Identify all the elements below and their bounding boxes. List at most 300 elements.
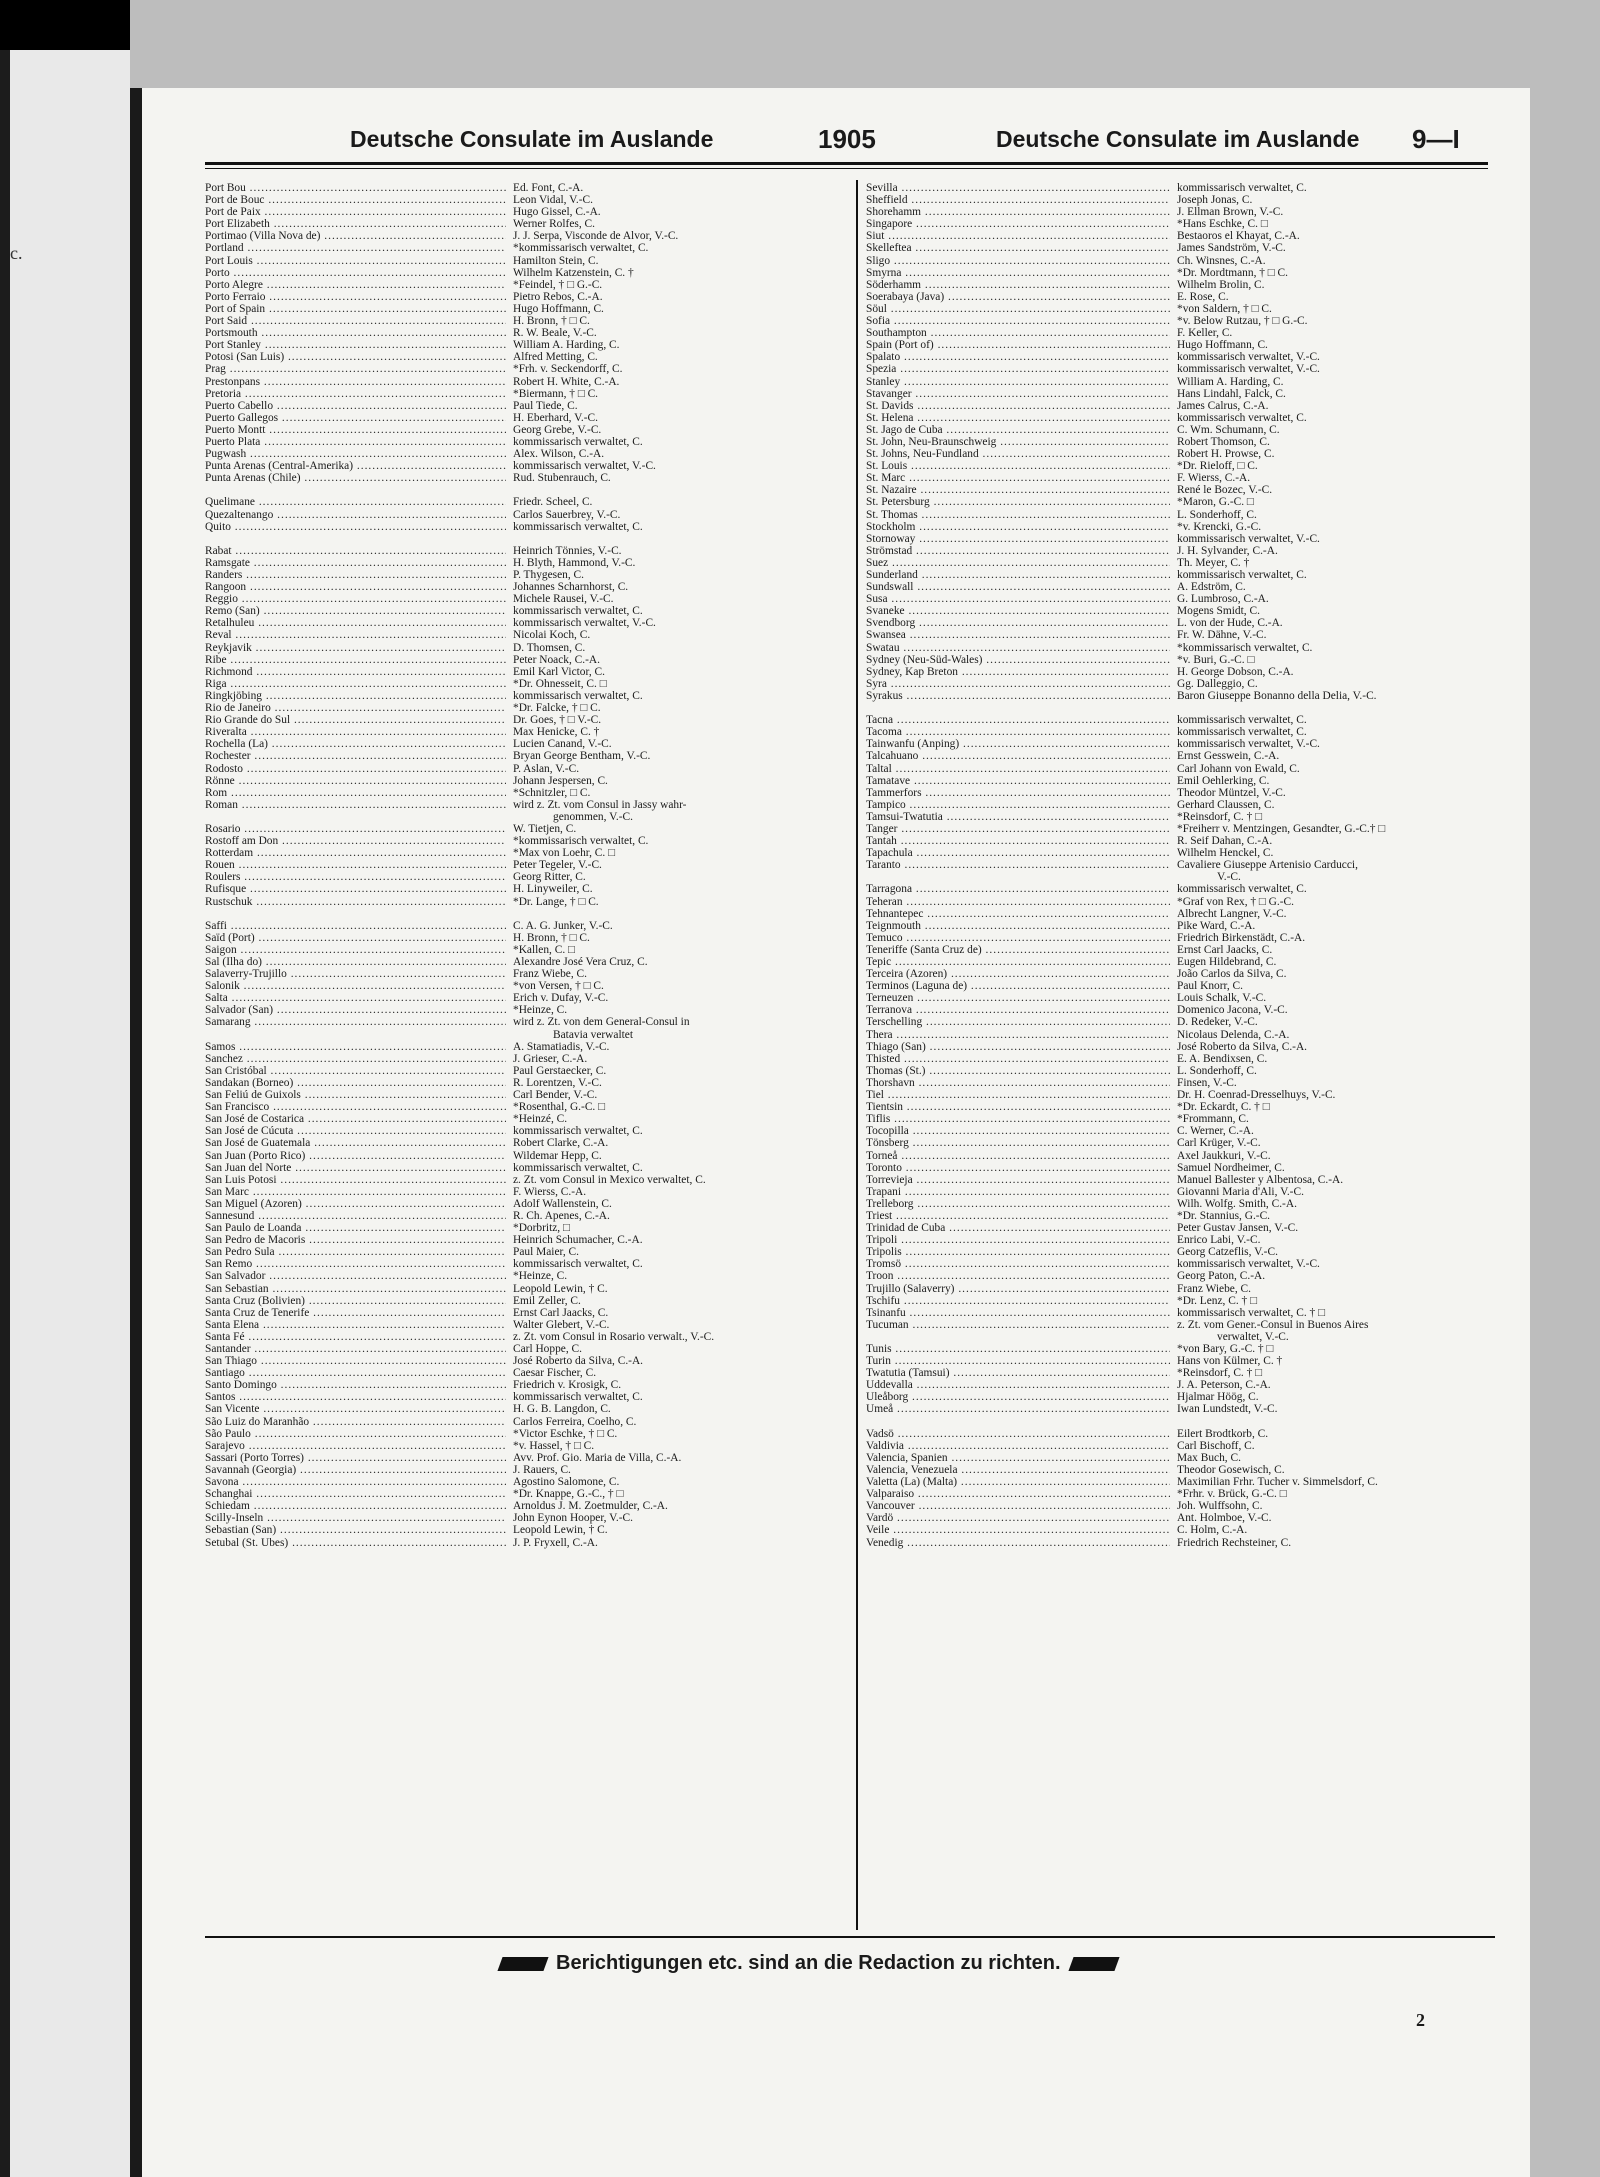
place-name: Rustschuk ..... (205, 896, 506, 908)
place-name: Tocopilla ..... (866, 1125, 1170, 1137)
consul-name: Michele Rausei, V.-C. (510, 593, 614, 605)
place-name: Setubal (St. Ubes) ..... (205, 1537, 506, 1549)
consulate-entry (205, 1355, 845, 1367)
consulate-entry (866, 1198, 1490, 1210)
consulate-entry (205, 980, 845, 992)
consul-name: James Calrus, C.-A. (1174, 400, 1268, 412)
consul-name: Georg Catzeflis, V.-C. (1174, 1246, 1278, 1258)
consul-name: Rud. Stubenrauch, C. (510, 472, 611, 484)
consul-name: kommissarisch verwaltet, V.-C. (510, 460, 656, 472)
place-name: Port de Bouc ..... (205, 194, 506, 206)
consulate-entry (205, 509, 845, 521)
consulate-entry (866, 521, 1490, 533)
consul-name: Samuel Nordheimer, C. (1174, 1162, 1285, 1174)
place-name: Potosi (San Luis) ..... (205, 351, 506, 363)
consulate-entry (205, 1319, 845, 1331)
consulate-entry (866, 835, 1490, 847)
consulate-entry (866, 267, 1490, 279)
consul-name: Hans Lindahl, Falck, C. (1174, 388, 1286, 400)
consulate-entry (205, 218, 845, 230)
consul-name: Wilhelm Brolin, C. (1174, 279, 1265, 291)
consulate-entry (205, 1452, 845, 1464)
consul-name: Finsen, V.-C. (1174, 1077, 1237, 1089)
consul-name: Carl Bender, V.-C. (510, 1089, 597, 1101)
place-name: Rochella (La) ..... (205, 738, 506, 750)
place-name: Triest ..... (866, 1210, 1170, 1222)
consul-name: P. Thygesen, C. (510, 569, 584, 581)
consul-name: Arnoldus J. M. Zoetmulder, C.-A. (510, 1500, 668, 1512)
consul-name: kommissarisch verwaltet, C. (510, 436, 643, 448)
consulate-entry (205, 1041, 845, 1053)
consul-name: Theodor Gosewisch, C. (1174, 1464, 1285, 1476)
consulate-entry (205, 339, 845, 351)
consulate-entry (866, 1222, 1490, 1234)
consul-name: C. Holm, C.-A. (1174, 1524, 1247, 1536)
consulate-entry (866, 1258, 1490, 1270)
place-name: Thisted ..... (866, 1053, 1170, 1065)
place-name: Quezaltenango ..... (205, 509, 506, 521)
consul-name: Avv. Prof. Gio. Maria de Villa, C.-A. (510, 1452, 681, 1464)
consulate-entry (866, 1053, 1490, 1065)
consulate-entry (866, 702, 1490, 714)
place-name: Svendborg ..... (866, 617, 1170, 629)
place-name: Ribe ..... (205, 654, 506, 666)
place-name: Schanghai ..... (205, 1488, 506, 1500)
consul-name: Emil Zeller, C. (510, 1295, 581, 1307)
place-name: Riga ..... (205, 678, 506, 690)
place-name: Pugwash ..... (205, 448, 506, 460)
consulate-entry (866, 436, 1490, 448)
consulate-entry (205, 666, 845, 678)
place-name: Stornoway ..... (866, 533, 1170, 545)
place-name: Rufisque ..... (205, 883, 506, 895)
consulate-entry (866, 1500, 1490, 1512)
place-name: Syra ..... (866, 678, 1170, 690)
place-name: Stavanger ..... (866, 388, 1170, 400)
place-name: San Salvador ..... (205, 1270, 506, 1282)
place-name: Trinidad de Cuba ..... (866, 1222, 1170, 1234)
place-name: Umeå ..... (866, 1403, 1170, 1415)
place-name: Rotterdam ..... (205, 847, 506, 859)
consul-name: H. Bronn, † □ C. (510, 315, 590, 327)
place-name: Tampico ..... (866, 799, 1170, 811)
consulate-entry (866, 509, 1490, 521)
place-name: Puerto Cabello ..... (205, 400, 506, 412)
place-name: Quelimane ..... (205, 496, 506, 508)
consulate-entry (205, 242, 845, 254)
consulate-entry (866, 1016, 1490, 1028)
consulate-entry (866, 980, 1490, 992)
consul-name: Dr. H. Coenrad-Dresselhuys, V.-C. (1174, 1089, 1335, 1101)
consulate-entry (205, 605, 845, 617)
consul-name: *Dr. Rieloff, □ C. (1174, 460, 1258, 472)
consul-name: F. Wierss, C.-A. (1174, 472, 1250, 484)
consulate-entry (866, 690, 1490, 702)
place-name: Quito ..... (205, 521, 506, 533)
consul-name: Wilhelm Henckel, C. (1174, 847, 1273, 859)
consul-name: J. J. Serpa, Visconde de Alvor, V.-C. (510, 230, 678, 242)
consul-name: *Feindel, † □ G.-C. (510, 279, 602, 291)
place-name: Smyrna ..... (866, 267, 1170, 279)
right-running-title: Deutsche Consulate im Auslande (996, 126, 1360, 152)
place-name: Santa Cruz (Bolivien) ..... (205, 1295, 506, 1307)
consulate-entry (866, 1452, 1490, 1464)
consulate-entry (866, 1113, 1490, 1125)
consulate-entry (205, 484, 845, 496)
header-rule-thick (205, 162, 1488, 165)
place-name: Teneriffe (Santa Cruz de) ..... (866, 944, 1170, 956)
consul-name: Carlos Ferreira, Coelho, C. (510, 1416, 636, 1428)
place-name: Portsmouth ..... (205, 327, 506, 339)
place-name: Santa Fé ..... (205, 1331, 506, 1343)
consul-name: Johannes Scharnhorst, C. (510, 581, 628, 593)
consul-name: Max Buch, C. (1174, 1452, 1241, 1464)
consulate-entry (205, 436, 845, 448)
consul-name: Georg Grebe, V.-C. (510, 424, 601, 436)
consulate-entry (205, 1077, 845, 1089)
consul-name: Carl Krüger, V.-C. (1174, 1137, 1261, 1149)
consul-name: D. Redeker, V.-C. (1174, 1016, 1258, 1028)
consul-name: *Biermann, † □ C. (510, 388, 598, 400)
place-name: Torrevieja ..... (866, 1174, 1170, 1186)
place-name: San Feliú de Guixols ..... (205, 1089, 506, 1101)
place-name: San Pedro de Macoris ..... (205, 1234, 506, 1246)
page-number: 2 (1416, 2010, 1425, 2030)
scan-border (0, 50, 10, 2177)
place-name: Vadsö ..... (866, 1428, 1170, 1440)
consul-name: *Hans Eschke, C. □ (1174, 218, 1268, 230)
place-name: St. Helena ..... (866, 412, 1170, 424)
consulate-entry (205, 1416, 845, 1428)
consul-name: *Kallen, C. □ (510, 944, 575, 956)
place-name: Skelleftea ..... (866, 242, 1170, 254)
consulate-entry (866, 363, 1490, 375)
place-name: San Juan (Porto Rico) ..... (205, 1150, 506, 1162)
consulate-entry (205, 1488, 845, 1500)
consulate-entry (205, 545, 845, 557)
consul-name: *Frhr. v. Brück, G.-C. □ (1174, 1488, 1287, 1500)
place-name: Port Said ..... (205, 315, 506, 327)
consul-name: Pike Ward, C.-A. (1174, 920, 1255, 932)
consul-name: J. Ellman Brown, V.-C. (1174, 206, 1283, 218)
place-name: Sevilla ..... (866, 182, 1170, 194)
consul-name: A. Stamatiadis, V.-C. (510, 1041, 609, 1053)
consul-name: Dr. Goes, † □ V.-C. (510, 714, 601, 726)
place-name: Tacoma ..... (866, 726, 1170, 738)
consulate-entry (205, 1029, 845, 1041)
consulate-entry (866, 629, 1490, 641)
consulate-entry (205, 448, 845, 460)
consul-name: Hamilton Stein, C. (510, 255, 598, 267)
consul-name: wird z. Zt. vom Consul in Jassy wahr- (510, 799, 686, 811)
consulate-entry (205, 1150, 845, 1162)
consul-name: Eilert Brodtkorb, C. (1174, 1428, 1268, 1440)
consulate-entry (866, 569, 1490, 581)
consulate-entry (866, 1101, 1490, 1113)
consul-name: Enrico Labi, V.-C. (1174, 1234, 1260, 1246)
consul-name: R. Ch. Apenes, C.-A. (510, 1210, 610, 1222)
consulate-entry (866, 1029, 1490, 1041)
place-name: Sandakan (Borneo) ..... (205, 1077, 506, 1089)
place-name: Salvador (San) ..... (205, 1004, 506, 1016)
place-name: Söderhamm ..... (866, 279, 1170, 291)
consulate-entry (866, 1343, 1490, 1355)
consul-name: Eugen Hildebrand, C. (1174, 956, 1276, 968)
consulate-entry (205, 569, 845, 581)
consulate-entry (866, 726, 1490, 738)
place-name: Puerto Gallegos ..... (205, 412, 506, 424)
consul-name: *von Versen, † □ C. (510, 980, 604, 992)
consul-name: Adolf Wallenstein, C. (510, 1198, 612, 1210)
previous-page-edge (0, 0, 130, 2177)
place-name: Rio de Janeiro ..... (205, 702, 506, 714)
consulate-entry (205, 956, 845, 968)
consul-name: H. George Dobson, C.-A. (1174, 666, 1294, 678)
place-name: Terminos (Laguna de) ..... (866, 980, 1170, 992)
place-name: Saffi ..... (205, 920, 506, 932)
place-name: Santos ..... (205, 1391, 506, 1403)
consulate-entry (866, 1004, 1490, 1016)
place-name: Prag ..... (205, 363, 506, 375)
consul-name: R. Seif Dahan, C.-A. (1174, 835, 1272, 847)
consul-name: C. Wm. Schumann, C. (1174, 424, 1280, 436)
consulate-entry (866, 206, 1490, 218)
place-name: Porto Ferraio ..... (205, 291, 506, 303)
place-name: Richmond ..... (205, 666, 506, 678)
place-name: Valencia, Spanien ..... (866, 1452, 1170, 1464)
consul-name: *Frommann, C. (1174, 1113, 1249, 1125)
place-name: Suez ..... (866, 557, 1170, 569)
place-name: Roman ..... (205, 799, 506, 811)
consulate-entry (205, 1295, 845, 1307)
consulate-entry (866, 617, 1490, 629)
consulate-entry (866, 400, 1490, 412)
consul-name: Caesar Fischer, C. (510, 1367, 596, 1379)
place-name: Strömstad ..... (866, 545, 1170, 557)
place-name: San José de Costarica ..... (205, 1113, 506, 1125)
consulate-entry (866, 376, 1490, 388)
consulate-entry (866, 1391, 1490, 1403)
consul-name: Georg Paton, C.-A. (1174, 1270, 1265, 1282)
consulate-entry (866, 472, 1490, 484)
consul-name: Batavia verwaltet (550, 1029, 633, 1041)
consulate-entry (866, 545, 1490, 557)
consulate-entry (866, 1125, 1490, 1137)
consulate-entry (866, 605, 1490, 617)
consul-name: genommen, V.-C. (550, 811, 633, 823)
consul-name: Axel Jaukkuri, V.-C. (1174, 1150, 1271, 1162)
place-name: San Marc ..... (205, 1186, 506, 1198)
place-name: Port Elizabeth ..... (205, 218, 506, 230)
consul-name: Leopold Lewin, † C. (510, 1283, 608, 1295)
consulate-entry (866, 1065, 1490, 1077)
consul-name: verwaltet, V.-C. (1214, 1331, 1289, 1343)
consulate-entry (205, 1004, 845, 1016)
consulate-entry (866, 484, 1490, 496)
consul-name: Emil Oehlerking, C. (1174, 775, 1269, 787)
place-name: Punta Arenas (Central-Amerika) ..... (205, 460, 506, 472)
consulate-entry (866, 1077, 1490, 1089)
column-divider (856, 180, 858, 1930)
consul-name: Hugo Hoffmann, C. (1174, 339, 1268, 351)
consulate-entry (205, 1210, 845, 1222)
consulate-entry (205, 206, 845, 218)
consul-name: Johann Jespersen, C. (510, 775, 608, 787)
consul-name: Bestaoros el Khayat, C.-A. (1174, 230, 1300, 242)
consulate-entry (866, 218, 1490, 230)
place-name: Port de Paix ..... (205, 206, 506, 218)
consulate-entry (205, 303, 845, 315)
consul-name: Friedrich v. Krosigk, C. (510, 1379, 621, 1391)
place-name: Scilly-Inseln ..... (205, 1512, 506, 1524)
consul-name: Carlos Sauerbrey, V.-C. (510, 509, 620, 521)
place-name: St. Thomas ..... (866, 509, 1170, 521)
footer-notice-text: Berichtigungen etc. sind an die Redaction zu richten. (556, 1952, 1061, 1974)
place-name: Twatutia (Tamsui) ..... (866, 1367, 1170, 1379)
consulate-entry (205, 279, 845, 291)
place-name: Valdivia ..... (866, 1440, 1170, 1452)
place-name: Tarragona ..... (866, 883, 1170, 895)
place-name: Spezia ..... (866, 363, 1170, 375)
consul-name: J. H. Sylvander, C.-A. (1174, 545, 1278, 557)
footer-rule (205, 1936, 1495, 1938)
header-rule-thin (205, 168, 1488, 169)
consul-name: L. Sonderhoff, C. (1174, 509, 1257, 521)
consulate-entry (866, 1186, 1490, 1198)
consulate-entry (205, 533, 845, 545)
place-name: San Cristóbal ..... (205, 1065, 506, 1077)
consul-name: kommissarisch verwaltet, C. (510, 521, 643, 533)
consul-name: R. Lorentzen, V.-C. (510, 1077, 602, 1089)
consul-name: C. A. G. Junker, V.-C. (510, 920, 613, 932)
consulate-entry (205, 1174, 845, 1186)
consulate-entry (866, 1307, 1490, 1319)
consulate-entry (205, 738, 845, 750)
place-name: Soerabaya (Java) ..... (866, 291, 1170, 303)
consulate-entry (205, 291, 845, 303)
consulate-entry (866, 1331, 1490, 1343)
consul-name: H. Bronn, † □ C. (510, 932, 590, 944)
consulate-entry (866, 1524, 1490, 1536)
consulate-entry (866, 339, 1490, 351)
page-spine (130, 88, 142, 2177)
consulate-entry (866, 859, 1490, 871)
place-name: Tromsö ..... (866, 1258, 1170, 1270)
place-name: St. Nazaire ..... (866, 484, 1170, 496)
consulate-entry (205, 1524, 845, 1536)
consulate-entry (205, 714, 845, 726)
consulate-entry (866, 956, 1490, 968)
place-name: Port of Spain ..... (205, 303, 506, 315)
consulate-entry (205, 1053, 845, 1065)
consul-name: Joh. Wulffsohn, C. (1174, 1500, 1263, 1512)
consul-name: Albrecht Langner, V.-C. (1174, 908, 1287, 920)
consul-name: V.-C. (1214, 871, 1241, 883)
place-name: Port Stanley ..... (205, 339, 506, 351)
consul-name: Paul Knorr, C. (1174, 980, 1243, 992)
consulate-entry (205, 315, 845, 327)
consul-name: *Maron, G.-C. □ (1174, 496, 1254, 508)
consulate-entry (205, 1283, 845, 1295)
consul-name: Friedrich Birkenstädt, C.-A. (1174, 932, 1305, 944)
consulate-entry (866, 920, 1490, 932)
place-name: Roulers ..... (205, 871, 506, 883)
place-name: Santa Cruz de Tenerife ..... (205, 1307, 506, 1319)
place-name: Terranova ..... (866, 1004, 1170, 1016)
place-name: San Remo ..... (205, 1258, 506, 1270)
consulate-entry (205, 1500, 845, 1512)
consulate-entry (866, 194, 1490, 206)
place-name: Sassari (Porto Torres) ..... (205, 1452, 506, 1464)
consulate-entry (866, 1319, 1490, 1331)
place-name: Sligo ..... (866, 255, 1170, 267)
place-name: Toronto ..... (866, 1162, 1170, 1174)
place-name: St. John, Neu-Braunschweig ..... (866, 436, 1170, 448)
place-name: Temuco ..... (866, 932, 1170, 944)
place-name: Uleåborg ..... (866, 1391, 1170, 1403)
consul-name: J. P. Fryxell, C.-A. (510, 1537, 598, 1549)
consul-name: *Dr. Ohnesseit, C. □ (510, 678, 607, 690)
consulate-entry (205, 1512, 845, 1524)
consulate-entry (205, 1379, 845, 1391)
consulate-entry (205, 327, 845, 339)
place-name: San Thiago ..... (205, 1355, 506, 1367)
consul-name: H. G. B. Langdon, C. (510, 1403, 611, 1415)
place-name: Tamatave ..... (866, 775, 1170, 787)
consul-name: Ed. Font, C.-A. (510, 182, 583, 194)
consulate-entry (866, 799, 1490, 811)
place-name: San José de Guatemala ..... (205, 1137, 506, 1149)
place-name: Thorshavn ..... (866, 1077, 1170, 1089)
place-name: Teignmouth ..... (866, 920, 1170, 932)
consul-name: John Eynon Hooper, V.-C. (510, 1512, 633, 1524)
consulate-entry (205, 944, 845, 956)
consulate-entry (205, 1537, 845, 1549)
place-name: Sannesund ..... (205, 1210, 506, 1222)
consulate-entry (866, 1488, 1490, 1500)
consul-name: Hugo Gissel, C.-A. (510, 206, 601, 218)
consulate-entry (205, 593, 845, 605)
left-running-title: Deutsche Consulate im Auslande (350, 126, 714, 152)
place-name: Pretoria ..... (205, 388, 506, 400)
consul-name: kommissarisch verwaltet, V.-C. (1174, 738, 1320, 750)
place-name: Rom ..... (205, 787, 506, 799)
consulate-entry (205, 521, 845, 533)
place-name: Sheffield ..... (866, 194, 1170, 206)
consul-name: *Schnitzler, □ C. (510, 787, 590, 799)
consulate-entry (866, 1041, 1490, 1053)
year: 1905 (818, 124, 876, 154)
page-header (0, 122, 1600, 162)
place-name: Terneuzen ..... (866, 992, 1170, 1004)
consulate-entry (866, 714, 1490, 726)
place-name: Swatau ..... (866, 642, 1170, 654)
place-name: St. Davids ..... (866, 400, 1170, 412)
consulate-entry (205, 1258, 845, 1270)
place-name: Riveralta ..... (205, 726, 506, 738)
consul-name: *Heinze, C. (510, 1270, 567, 1282)
place-name: St. Johns, Neu-Fundland ..... (866, 448, 1170, 460)
place-name: Veile ..... (866, 1524, 1170, 1536)
consul-name: J. Rauers, C. (510, 1464, 571, 1476)
consulate-entry (205, 1137, 845, 1149)
consul-name: Wilh. Wolfg. Smith, C.-A. (1174, 1198, 1297, 1210)
consulate-entry (205, 654, 845, 666)
consulate-entry (205, 1186, 845, 1198)
consul-name: Hans von Külmer, C. † (1174, 1355, 1282, 1367)
consul-name: P. Aslan, V.-C. (510, 763, 579, 775)
place-name: Syrakus ..... (866, 690, 1170, 702)
